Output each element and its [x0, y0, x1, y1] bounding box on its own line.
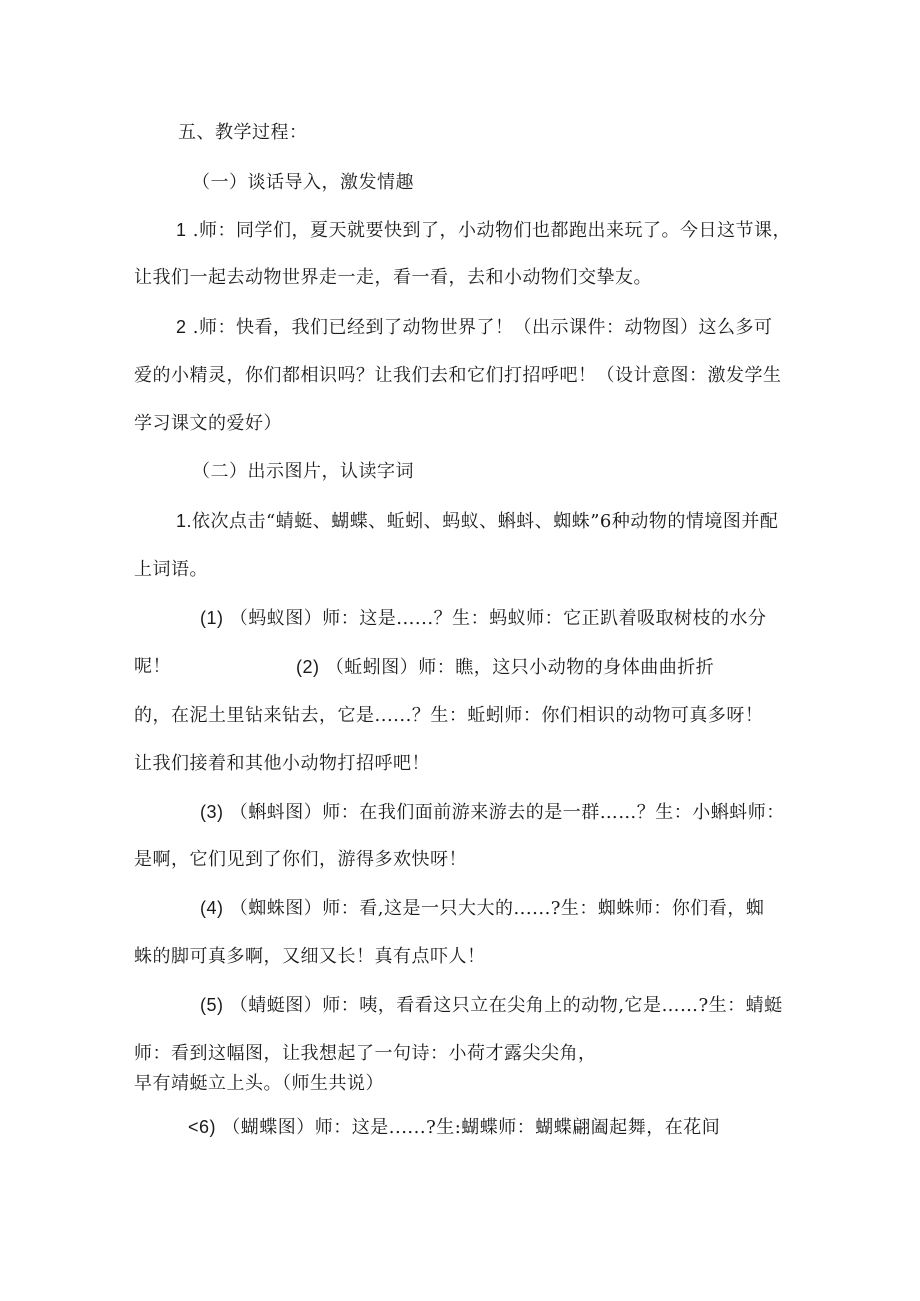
item-text: （蜻蜓图）师：咦，看看这只立在尖角上的动物,它是……?生：蜻蜓 [229, 995, 783, 1016]
subsection-title-2: （二）出示图片，认读字词 [192, 461, 414, 482]
item-3-line-2: 是啊，它们见到了你们，游得多欢快呀！ [134, 849, 467, 870]
item-number: (1) [200, 608, 224, 628]
item-5-line-1 [200, 993, 783, 1018]
paragraph-1-line-2: 让我们一起去动物世界走一走，看一看，去和小动物们交挚友。 [134, 267, 652, 288]
item-5-line-2: 师：看到这幅图，让我想起了一句诗：小荷才露尖尖角， [134, 1043, 597, 1064]
paragraph-2-line-1 [176, 315, 772, 340]
item-number: <6) [188, 1117, 217, 1137]
paragraph-number: 1 [176, 220, 187, 240]
paragraph-3-line-1 [176, 509, 778, 534]
item-text: （蝌蚪图）师：在我们面前游来游去的是一群……？生：小蝌蚪师： [229, 802, 785, 823]
item-number: (3) [200, 802, 224, 822]
item-text: （蚯蚓图）师：瞧，这只小动物的身体曲曲折折 [325, 657, 715, 678]
item-number: (5) [200, 995, 224, 1015]
paragraph-text: 依次点击“蜻蜓、蝴蝶、蚯蚓、蚂蚁、蝌蚪、蜘蛛”6种动物的情境图并配 [192, 511, 779, 532]
paragraph-number: 2 [176, 317, 187, 337]
item-number: (4) [200, 898, 224, 918]
item-6-line-1 [188, 1115, 720, 1140]
item-4-line-2: 蛛的脚可真多啊，又细又长！真有点吓人！ [134, 946, 486, 967]
item-text: （蝴蝶图）师：这是......?生:蝴蝶师：蝴蝶翩阖起舞，在花间 [222, 1117, 721, 1138]
item-2-line-3: 让我们接着和其他小动物打招呼吧！ [134, 753, 430, 774]
paragraph-2-line-2: 爱的小精灵，你们都相识吗？让我们去和它们打招呼吧！（设计意图：激发学生 [134, 365, 782, 386]
paragraph-2-line-3: 学习课文的爱好） [134, 413, 282, 434]
item-text: （蜘蛛图）师：看,这是一只大大的......?生：蜘蛛师：你们看，蜘 [229, 898, 765, 919]
item-1-line-1 [200, 606, 767, 631]
item-5-line-3: 早有靖蜓立上头。（师生共说） [134, 1073, 384, 1094]
section-heading: 五、教学过程： [178, 122, 308, 143]
item-4-line-1 [200, 896, 764, 921]
item-2-line-1 [296, 655, 714, 680]
subsection-title-1: （一）谈话导入，激发情趣 [192, 172, 414, 193]
item-2-line-2: 的，在泥土里钻来钻去，它是......？生：蚯蚓师：你们相识的动物可真多呀！ [134, 705, 764, 726]
paragraph-1-line-1 [176, 218, 791, 243]
item-1-line-2: 呢！ [134, 656, 171, 677]
paragraph-number: 1. [176, 511, 193, 531]
paragraph-3-line-2: 上词语。 [134, 559, 208, 580]
item-number: (2) [296, 657, 320, 677]
paragraph-text: .师：快看，我们已经到了动物世界了！（出示课件：动物图）这么多可 [186, 317, 773, 338]
paragraph-text: .师：同学们，夏天就要快到了，小动物们也都跑出来玩了。今日这节课， [186, 220, 791, 241]
item-text: （蚂蚁图）师：这是......？生：蚂蚁师：它正趴着吸取树枝的水分 [229, 608, 767, 629]
item-3-line-1 [200, 800, 785, 825]
